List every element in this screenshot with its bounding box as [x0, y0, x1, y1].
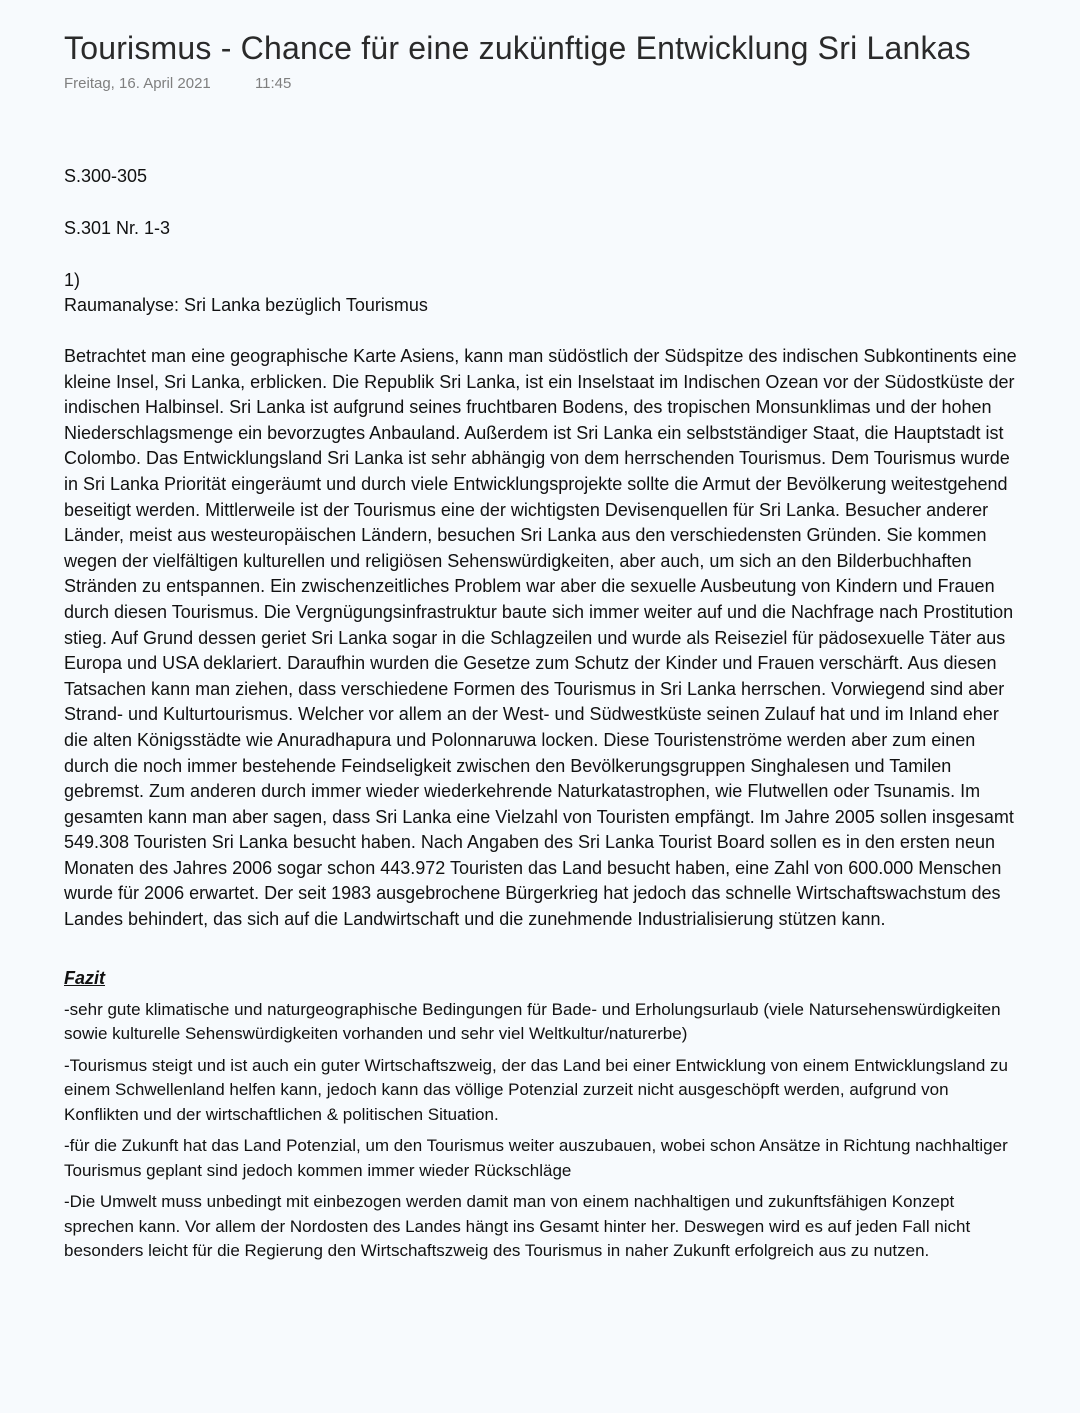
fazit-item[interactable]: -Die Umwelt muss unbedingt mit einbezogen werden damit man von einem nachhaltigen und zukunftsfähigen Konzept sprechen kann. Vor allem der Nordosten des Landes hängt ins Gesamt hinter her. Deswegen wird es auf jeden Fall nicht besonders leicht für die Regierung den Wirtschaftszweig des Tourismus in naher Zukunft erfolgreich aus zu nutzen. [64, 1192, 971, 1261]
fazit-heading[interactable]: Fazit [64, 967, 106, 988]
section-heading[interactable]: Raumanalyse: Sri Lanka bezüglich Tourismus [64, 295, 428, 315]
page-time: 11:45 [254, 75, 292, 92]
task-number[interactable]: 1) [64, 270, 81, 290]
fazit-item[interactable]: -sehr gute klimatische und naturgeographische Bedingungen für Bade- und Erholungsurlaub (viele Natursehenswürdigkeiten sowie kulturelle Sehenswürdigkeiten vorhanden und sehr viel Weltkultur/naturerbe) [64, 999, 1001, 1044]
page-title[interactable]: Tourismus - Chance für eine zukünftige Entwicklung Sri Lankas [64, 30, 971, 66]
note-page [64, 28, 1024, 1264]
pages-reference[interactable]: S.300-305 [64, 166, 148, 186]
fazit-item[interactable]: -Tourismus steigt und ist auch ein guter Wirtschaftszweig, der das Land bei einer Entwicklung von einem Entwicklungsland zu einem Schwellenland helfen kann, jedoch kann das völlige Potenzial zurzeit nicht ausgeschöpft werden, aufgrund von Konflikten und der wirtschaftlichen & politischen Situation. [64, 1055, 1008, 1124]
page-meta [64, 74, 1024, 94]
analysis-paragraph[interactable]: Betrachtet man eine geographische Karte Asiens, kann man südöstlich der Südspitze des indischen Subkontinents eine kleine Insel, Sri Lanka, erblicken. Die Republik Sri Lanka, ist ein Inselstaat im Indischen Ozean vor der Südostküste der indischen Halbinsel. Sri Lanka ist aufgrund seines fruchtbaren Bodens, des tropischen Monsunklimas und der hohen Niederschlagsmenge ein bevorzugtes Anbauland. Außerdem ist Sri Lanka ein selbstständiger Staat, die Hauptstadt ist Colombo. Das Entwicklungsland Sri Lanka ist sehr abhängig von dem herrschenden Tourismus. Dem Tourismus wurde in Sri Lanka Priorität eingeräumt und durch viele Entwicklungsprojekte sollte die Armut der Bevölkerung weitestgehend beseitigt werden. Mittlerweile ist der Tourismus eine der wichtigsten Devisenquellen für Sri Lanka. Besucher anderer Länder, meist aus westeuropäischen Ländern, besuchen Sri Lanka aus den verschiedensten Gründen. Sie kommen wegen der vielfältigen kulturellen und religiösen Sehenswürdigkeiten, aber auch, um sich an den Bilderbuchhaften Stränden zu entspannen. Ein zwischenzeitliches Problem war aber die sexuelle Ausbeutung von Kindern und Frauen durch diesen Tourismus. Die Vergnügungsinfrastruktur baute sich immer weiter auf und die Nachfrage nach Prostitution stieg. Auf Grund dessen geriet Sri Lanka sogar in die Schlagzeilen und wurde als Reiseziel für pädosexuelle Täter aus Europa und USA deklariert. Daraufhin wurden die Gesetze zum Schutz der Kinder und Frauen verschärft. Aus diesen Tatsachen kann man ziehen, dass verschiedene Formen des Tourismus in Sri Lanka herrschen. Vorwiegend sind aber Strand- und Kulturtourismus. Welcher vor allem an der West- und Südwestküste seinen Zulauf hat und im Inland eher die alten Königsstädte wie Anuradhapura und Polonnaruwa locken. Diese Touristenströme werden aber zum einen durch die noch immer bestehende Feindseligkeit zwischen den Bevölkerungsgruppen Singhalesen und Tamilen gebremst. Zum anderen durch immer wieder wiederkehrende Naturkatastrophen, wie Flutwellen oder Tsunamis. Im gesamten kann man aber sagen, dass Sri Lanka eine Vielzahl von Touristen empfängt. Im Jahre 2005 sollen insgesamt 549.308 Touristen Sri Lanka besucht haben. Nach Angaben des Sri Lanka Tourist Board sollen es in den ersten neun Monaten des Jahres 2006 sogar schon 443.972 Touristen das Land besucht haben, eine Zahl von 600.000 Menschen wurde für 2006 erwartet. Der seit 1983 ausgebrochene Bürgerkrieg hat jedoch das schnelle Wirtschaftswachstum des Landes behindert, das sich auf die Landwirtschaft und die zunehmende Industrialisierung stützen kann. [64, 346, 1017, 930]
page-date: Freitag, 16. April 2021 [64, 75, 211, 92]
fazit-item[interactable]: -für die Zukunft hat das Land Potenzial, um den Tourismus weiter auszubauen, wobei schon Ansätze in Richtung nachhaltiger Tourismus geplant sind jedoch kommen immer wieder Rückschläge [64, 1136, 1008, 1180]
task-reference[interactable]: S.301 Nr. 1-3 [64, 218, 171, 238]
